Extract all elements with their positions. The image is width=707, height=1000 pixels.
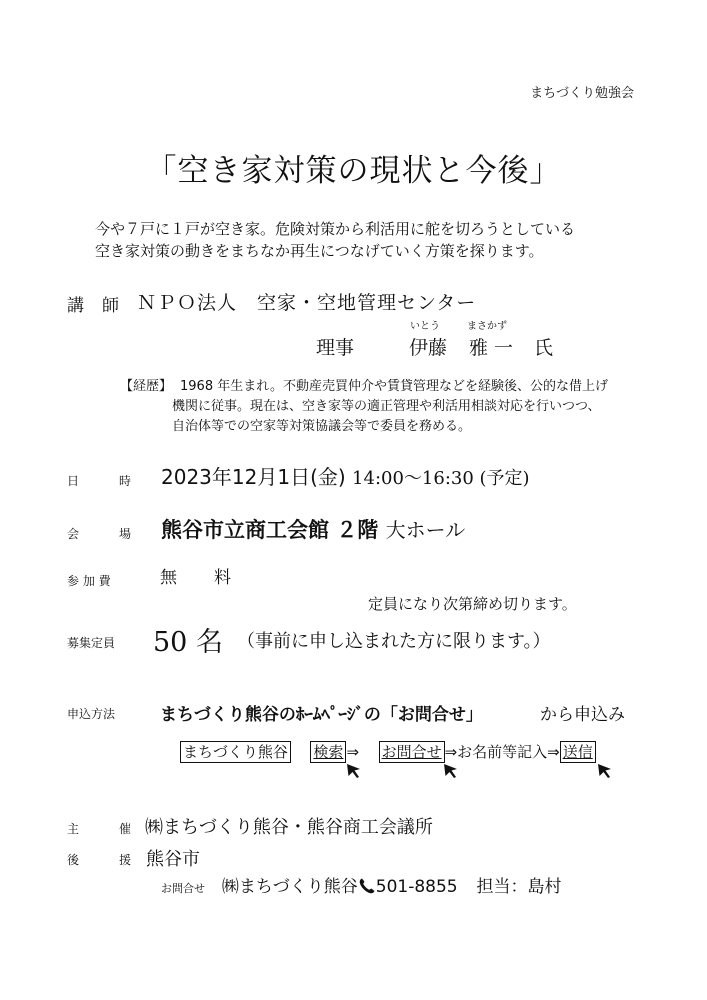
contact-label: お問合せ <box>161 882 205 895</box>
cursor-icon <box>597 763 613 779</box>
venue-value: 熊谷市立商工会館 ２階 大ホール <box>161 518 466 542</box>
contact-person: 担当：島村 <box>476 877 562 897</box>
cursor-icon <box>346 763 362 779</box>
date-value: 2023年12月1日(金) 14:00～16:30 (予定) <box>161 465 530 489</box>
time-value: 14:00～16:30 (予定) <box>352 468 530 489</box>
career-body: 1968 年生まれ。不動産売買仲介や賃貸管理などを経験後、公的な借上げ <box>180 379 608 394</box>
fee-value: 無 料 <box>160 568 241 588</box>
site-name-box: まちづくり熊谷 <box>180 741 291 763</box>
contact-line <box>161 872 562 897</box>
lecturer-honorific: 氏 <box>534 337 554 359</box>
lecturer-org: ＮＰＯ法人 空家・空地管理センター <box>137 292 477 314</box>
send-button[interactable]: 送信 <box>560 741 596 763</box>
intro-line-2: 空き家対策の動きをまちなか再生につなげていく方策を探ります。 <box>95 242 544 260</box>
venue-label: 会 場 <box>67 527 132 541</box>
date-label: 日 時 <box>67 474 132 488</box>
capacity-label: 募集定員 <box>67 636 116 650</box>
fee-label: 参 加 費 <box>67 574 111 588</box>
organizer-tag: まちづくり勉強会 <box>530 86 634 101</box>
ruby-family: いとう <box>410 321 440 332</box>
fill-name-step: ⇒お名前等記入⇒ <box>444 743 560 761</box>
lecturer-family-name: 伊藤 <box>409 337 448 359</box>
lecturer-role: 理事 <box>316 337 355 359</box>
method-label: 申込方法 <box>67 707 116 721</box>
capacity-note: （事前に申し込まれた方に限ります。） <box>237 631 551 652</box>
fee-note: 定員になり次第締め切ります。 <box>368 595 577 613</box>
intro-line-1: 今や７戸に１戸が空き家。危険対策から利活用に舵を切ろうとしている <box>95 220 576 238</box>
capacity-value: 50 名 <box>153 627 223 658</box>
career-block <box>120 377 608 397</box>
support-value: 熊谷市 <box>146 849 200 870</box>
event-title: 「空き家対策の現状と今後」 <box>145 153 562 189</box>
application-steps: まちづくり熊谷 検索 ⇒ お問合せ ⇒お名前等記入⇒ 送信 <box>180 741 596 763</box>
sponsor-label: 主 催 <box>67 822 132 836</box>
support-label: 後 援 <box>67 853 132 867</box>
cursor-icon <box>443 763 459 779</box>
search-button[interactable]: 検索 <box>310 741 346 763</box>
intro-text <box>95 218 575 262</box>
lecturer-given-name: 雅 一 <box>469 337 514 359</box>
contact-org: ㈱まちづくり熊谷 <box>221 877 358 897</box>
career-line-2: 機関に従事。現在は、空き家等の適正管理や利活用相談対応を行いつつ、 <box>172 399 601 414</box>
phone-icon <box>358 877 376 895</box>
sponsor-value: ㈱まちづくり熊谷・熊谷商工会議所 <box>145 817 433 838</box>
career-tag: 【経歴】 <box>120 379 173 394</box>
method-value: まちづくり熊谷のﾎｰﾑﾍﾟｰｼﾞの「お問合せ」 <box>160 705 483 725</box>
venue-hall: 大ホール <box>385 518 466 542</box>
lecturer-label: 講 師 <box>67 296 119 316</box>
ruby-given: まさかず <box>467 321 507 332</box>
career-line-3: 自治体等での空家等対策協議会等で委員を務める。 <box>172 419 472 434</box>
method-tail: から申込み <box>540 705 625 725</box>
contact-phone: 501-8855 <box>375 877 458 897</box>
inquiry-link[interactable]: お問合せ <box>379 741 445 763</box>
